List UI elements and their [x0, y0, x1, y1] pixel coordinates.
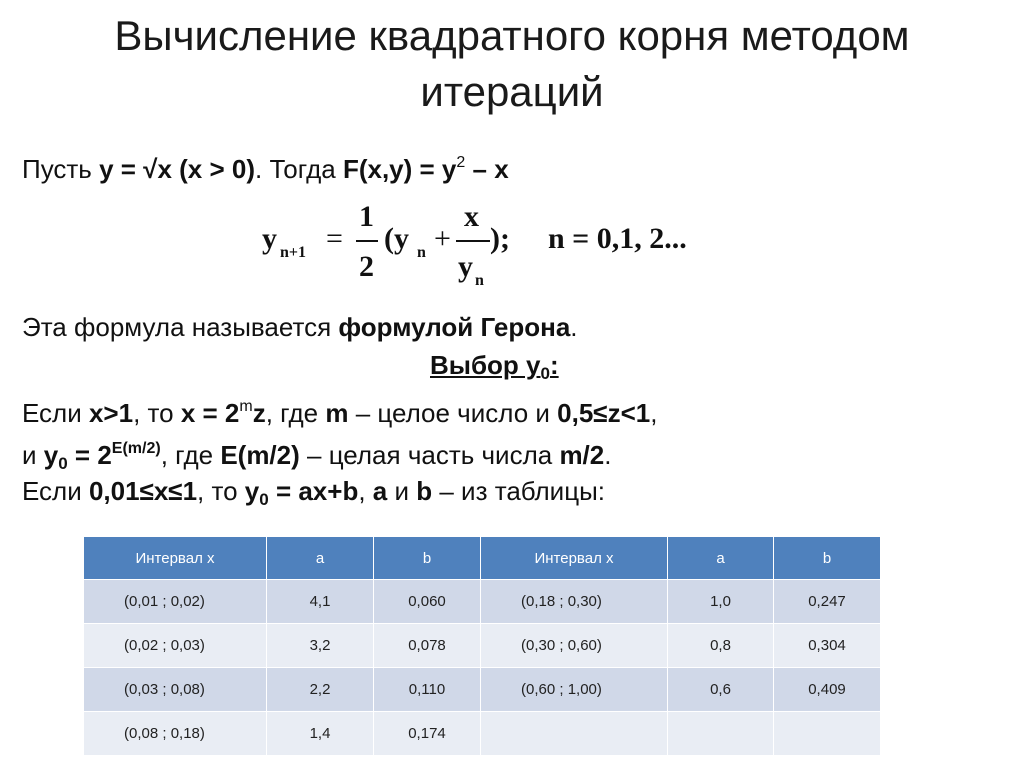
table-cell: (0,60 ; 1,00)	[481, 668, 668, 712]
intro-bold-2: F(x,y) = y	[342, 154, 457, 184]
choice-label: Выбор y	[430, 350, 541, 380]
formula-close: );	[490, 222, 510, 255]
table-cell: (0,30 ; 0,60)	[481, 624, 668, 668]
header-b-1: b	[374, 537, 481, 580]
formula-y: y	[262, 222, 277, 255]
table-cell: 3,2	[267, 624, 374, 668]
rule1-text-2: , то	[133, 398, 181, 428]
formula-yn-sub: n	[475, 272, 484, 289]
table-cell: (0,01 ; 0,02)	[84, 580, 267, 624]
choice-colon: :	[549, 350, 559, 380]
rule2-bold-2: = 2	[67, 440, 112, 470]
coefficients-table	[83, 536, 881, 756]
rule2-bold-1: y	[43, 440, 59, 470]
rule1-bold-3: z	[252, 398, 266, 428]
rule3-text-2: , то	[197, 476, 245, 506]
intro-bold-1: y = √x (x > 0)	[99, 154, 255, 184]
table-cell: 0,174	[374, 712, 481, 756]
heron-text-1: Эта формула называется	[22, 312, 339, 342]
formula-plus: +	[434, 222, 451, 255]
table-cell: 0,060	[374, 580, 481, 624]
choice-sub: 0	[540, 364, 550, 383]
rule2-sup: E(m/2)	[111, 440, 161, 457]
table-cell: 1,0	[668, 580, 774, 624]
rule1-text-3: , где	[265, 398, 326, 428]
rule3-text-1: Если	[22, 476, 89, 506]
table-cell: 4,1	[267, 580, 374, 624]
rule1-bold-4: m	[325, 398, 349, 428]
formula-sub-n1: n+1	[280, 244, 307, 261]
table-cell	[481, 712, 668, 756]
rule3-bold-5: b	[416, 476, 433, 506]
table-cell: 1,4	[267, 712, 374, 756]
rule1-text-1: Если	[22, 398, 89, 428]
rule3-text-4: и	[387, 476, 417, 506]
table-cell: 0,409	[774, 668, 881, 712]
rule1-bold-2: x = 2	[180, 398, 240, 428]
table-cell	[774, 712, 881, 756]
fraction-bar-half	[356, 240, 378, 242]
rule3-text-3: ,	[358, 476, 373, 506]
table-cell: 0,8	[668, 624, 774, 668]
rule2-text-1: и	[22, 440, 44, 470]
rule3-bold-4: a	[372, 476, 388, 506]
table-row	[84, 668, 881, 712]
table-row	[84, 712, 881, 756]
table-header-row	[84, 537, 881, 580]
formula-sub-n: n	[417, 244, 426, 261]
slide-title	[40, 8, 984, 120]
rule3-bold-1: 0,01≤x≤1	[88, 476, 198, 506]
heron-bold: формулой Герона	[338, 312, 571, 342]
table-cell: (0,18 ; 0,30)	[481, 580, 668, 624]
rule3-sub: 0	[259, 490, 269, 509]
title-line-2: итераций	[420, 68, 604, 115]
rule1-bold-5: 0,5≤z<1	[557, 398, 651, 428]
rule3-bold-2: y	[244, 476, 260, 506]
formula-n-range: n = 0,1, 2...	[548, 222, 687, 255]
rule2-bold-3: E(m/2)	[220, 440, 300, 470]
rule2-text-3: – целая часть числа	[299, 440, 560, 470]
table-cell	[668, 712, 774, 756]
rule2-sub: 0	[58, 454, 68, 473]
rule2-text-4: .	[604, 440, 612, 470]
choice-heading	[430, 348, 559, 391]
rule2-text-2: , где	[160, 440, 221, 470]
rule3-bold-3: = ax+b	[268, 476, 359, 506]
rule-line-3	[22, 474, 605, 517]
table-cell: 0,6	[668, 668, 774, 712]
header-a-2: a	[668, 537, 774, 580]
table-cell: 0,247	[774, 580, 881, 624]
fraction-bar-x	[456, 240, 490, 242]
title-line-1: Вычисление квадратного корня методом	[114, 12, 910, 59]
formula-x: x	[464, 200, 479, 233]
table-row	[84, 624, 881, 668]
header-interval-1: Интервал x	[84, 537, 267, 580]
table-cell: (0,08 ; 0,18)	[84, 712, 267, 756]
rule2-bold-4: m/2	[559, 440, 605, 470]
intro-bold-3: – x	[465, 154, 509, 184]
formula-one: 1	[359, 200, 374, 233]
table-cell: 2,2	[267, 668, 374, 712]
intro-line	[22, 146, 509, 186]
formula-paren-y: (y	[384, 222, 409, 255]
formula-two: 2	[359, 250, 374, 283]
table-cell: (0,03 ; 0,08)	[84, 668, 267, 712]
rule-line-1	[22, 390, 657, 430]
intro-text-1: Пусть	[22, 154, 100, 184]
table-cell: 0,078	[374, 624, 481, 668]
intro-text-2: . Тогда	[255, 154, 343, 184]
header-interval-2: Интервал x	[481, 537, 668, 580]
intro-sup: 2	[456, 154, 466, 171]
rule1-text-4: – целое число и	[348, 398, 558, 428]
table-cell: 0,304	[774, 624, 881, 668]
rule3-text-5: – из таблицы:	[432, 476, 606, 506]
formula-yn: y	[458, 250, 473, 283]
rule1-bold-1: x>1	[88, 398, 134, 428]
header-a-1: a	[267, 537, 374, 580]
rule1-text-5: ,	[650, 398, 658, 428]
heron-line	[22, 310, 578, 344]
header-b-2: b	[774, 537, 881, 580]
table-cell: (0,02 ; 0,03)	[84, 624, 267, 668]
heron-text-2: .	[570, 312, 578, 342]
formula-equals: =	[326, 222, 343, 255]
rule1-sup: m	[239, 398, 253, 415]
table-row	[84, 580, 881, 624]
table-cell: 0,110	[374, 668, 481, 712]
